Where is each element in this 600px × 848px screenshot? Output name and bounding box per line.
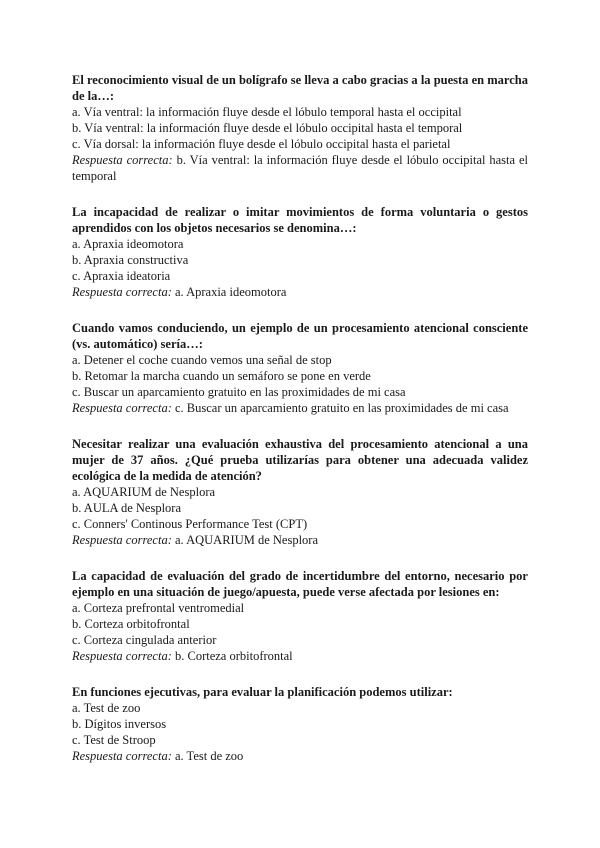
correct-answer: [72, 748, 528, 764]
correct-answer: [72, 284, 528, 300]
answer-label: Respuesta correcta:: [72, 649, 172, 663]
option-b: b. Vía ventral: la información fluye desde el lóbulo occipital hasta el temporal: [72, 121, 463, 135]
option-a: a. AQUARIUM de Nesplora: [72, 485, 216, 499]
option-b: b. AULA de Nesplora: [72, 501, 182, 515]
question-4: [72, 436, 528, 548]
option-c: c. Corteza cingulada anterior: [72, 633, 217, 647]
option-b: b. Apraxia constructiva: [72, 253, 189, 267]
option-c: c. Conners' Continous Performance Test (CPT): [72, 517, 308, 531]
question-title: En funciones ejecutivas, para evaluar la planificación podemos utilizar:: [72, 685, 453, 699]
answer-text: a. Apraxia ideomotora: [174, 285, 287, 299]
option-a: a. Apraxia ideomotora: [72, 237, 184, 251]
question-5: [72, 568, 528, 664]
answer-text: a. AQUARIUM de Nesplora: [174, 533, 319, 547]
question-6: [72, 684, 528, 764]
option-c: c. Test de Stroop: [72, 733, 156, 747]
correct-answer: [72, 648, 528, 664]
question-title: La incapacidad de realizar o imitar movimientos de forma voluntaria o gestos aprendidos con los objetos necesarios se denomina…:: [72, 205, 528, 235]
option-c: c. Apraxia ideatoria: [72, 269, 171, 283]
correct-answer: [72, 532, 528, 548]
option-a: a. Test de zoo: [72, 701, 141, 715]
option-b: b. Corteza orbitofrontal: [72, 617, 190, 631]
answer-text: a. Test de zoo: [174, 749, 244, 763]
option-a: a. Detener el coche cuando vemos una señal de stop: [72, 353, 332, 367]
option-b: b. Retomar la marcha cuando un semáforo se pone en verde: [72, 369, 371, 383]
answer-label: Respuesta correcta:: [72, 749, 172, 763]
question-1: [72, 72, 528, 184]
correct-answer: [72, 152, 528, 184]
answer-text: b. Vía ventral: la información fluye desde el lóbulo occipital hasta el temporal: [72, 153, 529, 183]
question-title: Cuando vamos conduciendo, un ejemplo de un procesamiento atencional consciente (vs. automático) sería…:: [72, 321, 528, 351]
option-a: a. Vía ventral: la información fluye desde el lóbulo temporal hasta el occipital: [72, 105, 462, 119]
question-title: Necesitar realizar una evaluación exhaustiva del procesamiento atencional a una mujer de 37 años. ¿Qué prueba utilizarías para obtener una adecuada validez ecológica de la medida de atención?: [72, 437, 528, 483]
document-page: [72, 72, 528, 784]
answer-label: Respuesta correcta:: [72, 285, 172, 299]
answer-text: b. Corteza orbitofrontal: [174, 649, 293, 663]
answer-label: Respuesta correcta:: [72, 533, 172, 547]
option-b: b. Dígitos inversos: [72, 717, 167, 731]
answer-label: Respuesta correcta:: [72, 401, 172, 415]
question-2: [72, 204, 528, 300]
option-a: a. Corteza prefrontal ventromedial: [72, 601, 245, 615]
correct-answer: [72, 400, 528, 416]
question-title: La capacidad de evaluación del grado de incertidumbre del entorno, necesario por ejemplo en una situación de juego/apuesta, puede verse afectada por lesiones en:: [72, 569, 528, 599]
option-c: c. Vía dorsal: la información fluye desde el lóbulo occipital hasta el parietal: [72, 137, 451, 151]
option-c: c. Buscar un aparcamiento gratuito en las proximidades de mi casa: [72, 385, 406, 399]
answer-text: c. Buscar un aparcamiento gratuito en las proximidades de mi casa: [174, 401, 509, 415]
question-title: El reconocimiento visual de un bolígrafo se lleva a cabo gracias a la puesta en marcha de la…:: [72, 73, 528, 103]
answer-label: Respuesta correcta:: [72, 153, 173, 167]
question-3: [72, 320, 528, 416]
